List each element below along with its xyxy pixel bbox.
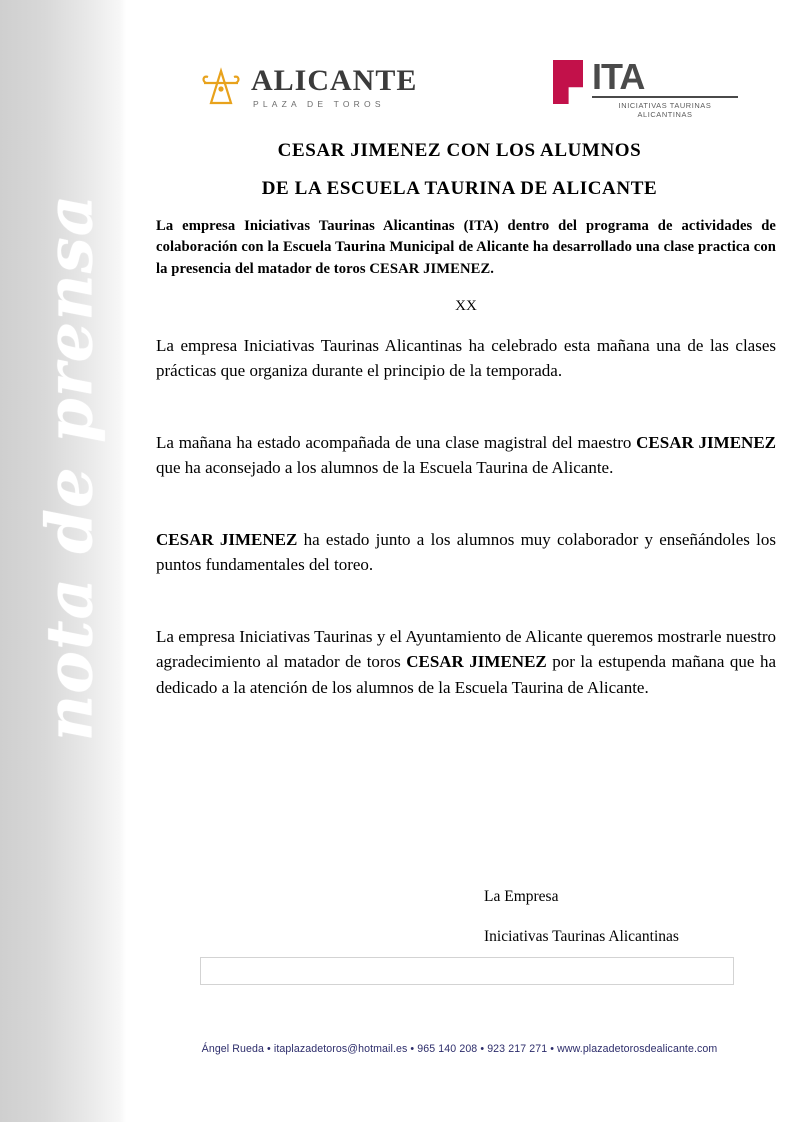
ita-logo-text xyxy=(592,56,738,120)
footer-contact-line: Ángel Rueda • itaplazadetoros@hotmail.es • 965 140 208 • 923 217 271 • www.plazadetorosdealicante.com xyxy=(201,1043,718,1055)
signature-line-2: Iniciativas Taurinas Alicantinas xyxy=(484,927,679,945)
paragraph-3: CESAR JIMENEZ ha estado junto a los alumnos muy colaborador y enseñándoles los puntos fundamentales del toreo. xyxy=(156,529,776,575)
intro-paragraph: La empresa Iniciativas Taurinas Alicantinas (ITA) dentro del programa de actividades de colaboración con la Escuela Taurina Municipal de Alicante ha desarrollado una clase practica con la presencia del matador de toros CESAR JIMENEZ. xyxy=(156,218,776,277)
ita-logo-subtitle: INICIATIVAS TAURINAS ALICANTINAS xyxy=(592,96,738,119)
separator-mark: XX xyxy=(455,297,477,314)
signature-line-1: La Empresa xyxy=(484,888,559,905)
title-line-1: CESAR JIMENEZ CON LOS ALUMNOS xyxy=(277,140,642,161)
document-body xyxy=(156,216,776,700)
ita-logo-name: ITA xyxy=(592,56,645,97)
paragraph-4: La empresa Iniciativas Taurinas y el Ayuntamiento de Alicante queremos mostrarle nuestro agradecimiento al matador de toros CESAR JIMENEZ por la estupenda mañana que ha dedicado a la atención de los alumnos de la Escuela Taurina de Alicante. xyxy=(156,626,776,697)
bull-star-icon xyxy=(198,67,244,107)
empty-bordered-box xyxy=(200,957,734,985)
vertical-nota-de-prensa-label: nota de prensa xyxy=(32,193,108,742)
paragraph-1: La empresa Iniciativas Taurinas Alicantinas ha celebrado esta mañana una de las clases prácticas que organiza durante el principio de la temporada. xyxy=(156,335,776,381)
signature-block xyxy=(484,888,784,946)
title-line-2: DE LA ESCUELA TAURINA DE ALICANTE xyxy=(261,178,658,199)
document-content xyxy=(126,0,793,1122)
page-title xyxy=(126,140,793,216)
paragraph-2: La mañana ha estado acompañada de una clase magistral del maestro CESAR JIMENEZ que ha aconsejado a los alumnos de la Escuela Taurina de Alicante. xyxy=(156,432,776,478)
left-decorative-band xyxy=(0,0,126,1122)
alicante-logo-text xyxy=(251,66,417,109)
logo-row xyxy=(126,58,793,118)
alicante-logo-subtitle: PLAZA DE TOROS xyxy=(253,99,385,109)
ita-mark-icon xyxy=(553,60,583,104)
ita-logo xyxy=(553,56,738,120)
alicante-logo xyxy=(198,66,417,109)
alicante-logo-name: ALICANTE xyxy=(251,64,418,97)
